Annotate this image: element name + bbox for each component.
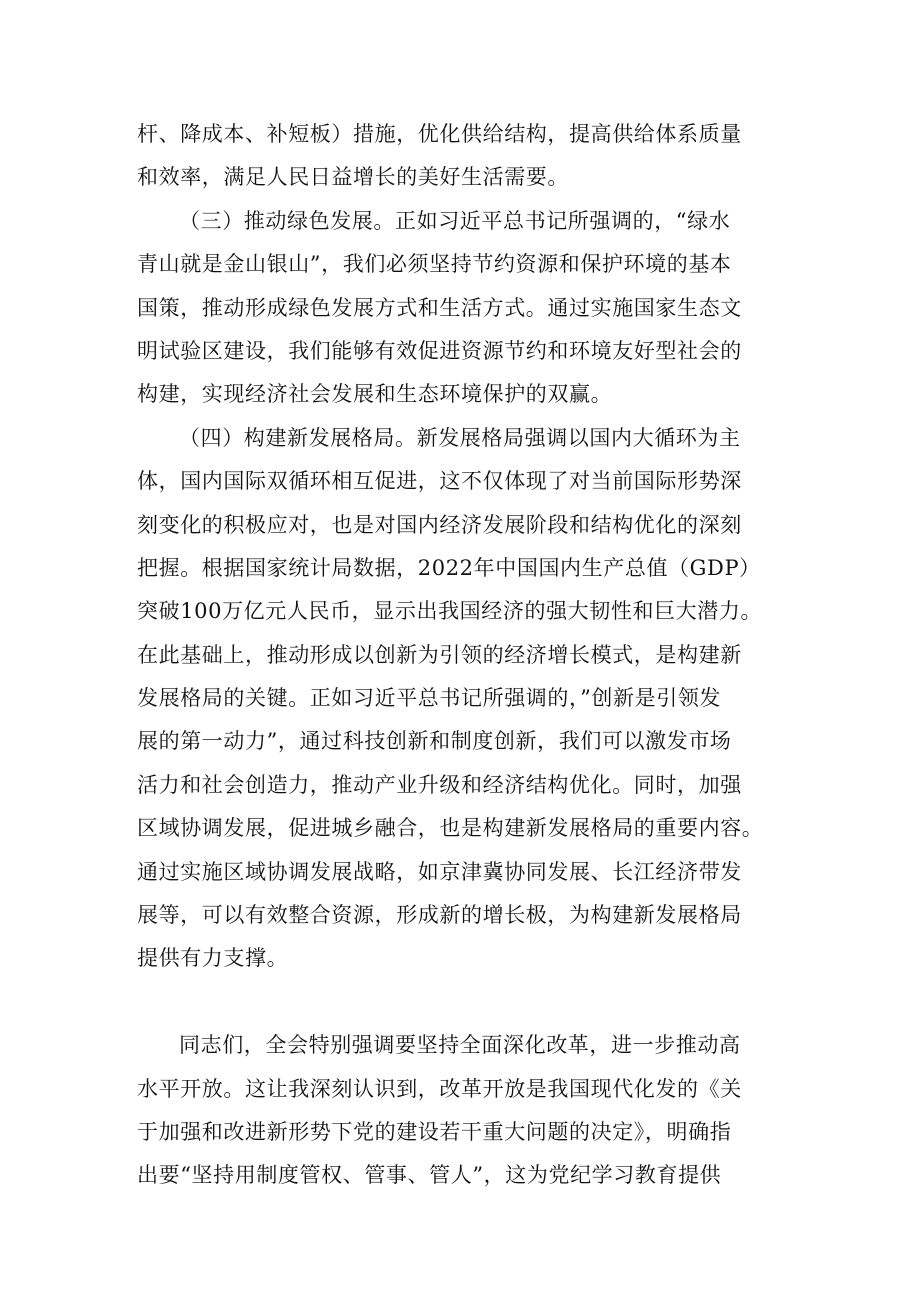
text-line: （四）构建新发展格局。新发展格局强调以国内大循环为主 xyxy=(179,425,741,450)
text-line: 活力和社会创造力，推动产业升级和经济结构优化。同时，加强 xyxy=(137,772,742,797)
text-line: 体，国内国际双循环相互促进，这不仅体现了对当前国际形势深 xyxy=(137,469,742,494)
text-line: 明试验区建设，我们能够有效促进资源节约和环境友好型社会的 xyxy=(137,338,742,363)
text-line: 水平开放。这让我深刻认识到，改革开放是我国现代化发的《关 xyxy=(137,1076,742,1101)
text-line: 在此基础上，推动形成以创新为引领的经济增长模式，是构建新 xyxy=(137,642,742,667)
text-line: 通过实施区域协调发展战略，如京津冀协同发展、长江经济带发 xyxy=(137,859,742,884)
text-line: 出要“坚持用制度管权、管事、管人”，这为党纪学习教育提供 xyxy=(137,1163,722,1188)
text-line: 发展格局的关键。正如习近平总书记所强调的，”创新是引领发 xyxy=(137,686,722,711)
text-line: 突破100万亿元人民币，显示出我国经济的强大韧性和巨大潜力。 xyxy=(137,599,763,624)
text-line: 杆、降成本、补短板）措施，优化供给结构，提高供给体系质量 xyxy=(137,122,742,146)
document-body xyxy=(137,113,797,1198)
text-line: 同志们，全会特别强调要坚持全面深化改革，进一步推动高 xyxy=(179,1033,741,1058)
text-line: 国策，推动形成绿色发展方式和生活方式。通过实施国家生态文 xyxy=(137,295,742,320)
text-line: 区域协调发展，促进城乡融合，也是构建新发展格局的重要内容。 xyxy=(137,816,764,841)
text-line: 青山就是金山银山”，我们必须坚持节约资源和保护环境的基本 xyxy=(137,252,732,277)
text-line: （三）推动绿色发展。正如习近平总书记所强调的，“绿水 xyxy=(179,208,731,233)
text-line: 刻变化的积极应对，也是对国内经济发展阶段和结构优化的深刻 xyxy=(137,512,742,537)
text-line: 构建，实现经济社会发展和生态环境保护的双赢。 xyxy=(137,382,613,407)
text-line: 展等，可以有效整合资源，形成新的增长极，为构建新发展格局 xyxy=(137,903,742,928)
text-line: 和效率，满足人民日益增长的美好生活需要。 xyxy=(137,165,569,190)
text-line: 于加强和改进新形势下党的建设若干重大问题的决定》，明确指 xyxy=(137,1119,732,1144)
blank-line xyxy=(137,981,797,1024)
text-line: 把握。根据国家统计局数据，2022年中国国内生产总值（GDP） xyxy=(137,555,761,580)
text-line: 展的第一动力”，通过科技创新和制度创新，我们可以激发市场 xyxy=(137,729,732,754)
text-line: 提供有力支撑。 xyxy=(137,946,289,971)
